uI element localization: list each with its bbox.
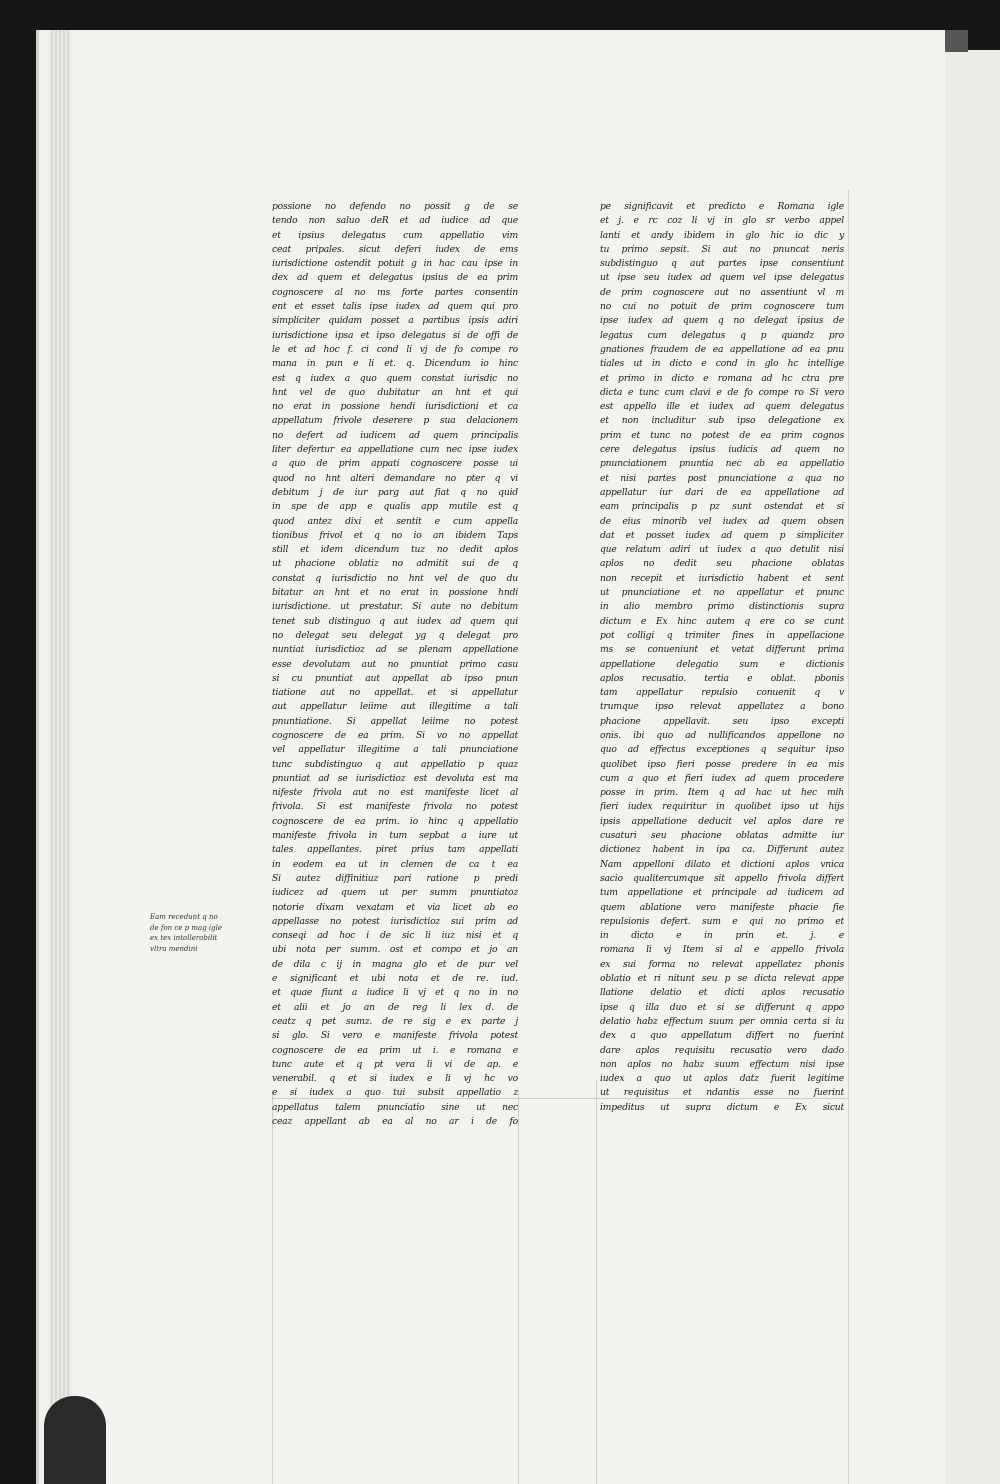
text-line: non aplos no habz suum effectum nisi ipse <box>600 1058 844 1070</box>
ruling-line <box>596 1080 597 1484</box>
text-line: ipse iudex ad quem q no delegat ipsius de <box>600 315 844 327</box>
text-line: ut pnunciatione et no appellatur et pnunc <box>600 587 844 599</box>
text-line: dicta e tunc cum clavi e de fo compe ro Si vero <box>600 386 844 398</box>
text-line: legatus cum delegatus q p quandz pro <box>600 329 844 341</box>
text-line: cognoscere de ea prim. Si vo no appellat <box>272 729 518 741</box>
text-line: llatione delatio et dicti aplos recusatio <box>600 987 844 999</box>
text-line: iurisdictione ostendit potuit g in hac cau ipse in <box>272 258 518 270</box>
text-line: pnunciationem pnuntia nec ab ea appellatio <box>600 458 844 470</box>
text-line: de eius minorib vel iudex ad quem obsen <box>600 515 844 527</box>
text-line: pe significavit et predicto e Romana igle <box>600 201 844 212</box>
text-line: pnuntiatione. Si appellat leiime no potest <box>272 715 518 727</box>
text-column-left <box>272 200 518 1129</box>
text-line: Eam recedunt q no <box>150 913 218 921</box>
text-line: appellasse no potest iurisdictioz sui prim ad <box>272 915 518 927</box>
text-line: manifeste frivola in tum sepbat a iure ut <box>272 830 518 842</box>
text-line: et ipsius delegatus cum appellatio vim <box>272 229 518 241</box>
text-line: cognoscere de ea prim ut i. e romana e <box>272 1044 518 1056</box>
ruling-line <box>848 190 849 1484</box>
text-line: lanti et andy ibidem in glo hic io dic y <box>600 229 844 241</box>
text-line: debitum j de iur parg aut fiat q no quid <box>272 486 518 498</box>
text-line: posse in prim. Item q ad hac ut hec mih <box>600 787 844 799</box>
text-line: dictionez habent in ipa ca. Differunt autez <box>600 844 844 856</box>
text-line: quod antez dixi et sentit e cum appella <box>272 515 518 527</box>
text-line: tunc aute et q pt vera li vi de ap. e <box>272 1058 518 1070</box>
text-line: et nisi partes post pnunciatione a qua no <box>600 472 844 484</box>
text-line: ipse q illa duo et si se differunt q appo <box>600 1001 844 1013</box>
text-line: fieri iudex requiritur in quolibet ipso ut hijs <box>600 801 844 813</box>
text-line: tionibus frivol et q no io an ibidem Taps <box>272 529 518 541</box>
text-line: nuntiat iurisdictioz ad se plenam appellatione <box>272 644 518 656</box>
text-line: impeditus ut supra dictum e Ex sicut <box>600 1101 844 1113</box>
text-line: tu primo sepsit. Si aut no pnuncat neris <box>600 243 844 255</box>
text-line: est q iudex a quo quem constat iurisdic no <box>272 372 518 384</box>
text-line: pnuntiat ad se iurisdictioz est devoluta est ma <box>272 772 518 784</box>
text-line: romana li vj Item si al e appello frivola <box>600 944 844 956</box>
text-line: ent et esset talis ipse iudex ad quem qui pro <box>272 301 518 313</box>
text-line: hnt vel de quo dubitatur an hnt et qui <box>272 386 518 398</box>
text-line: cusaturi seu phacione oblatas admitte iur <box>600 830 844 842</box>
text-line: no erat in possione hendi iurisdictioni et ca <box>272 401 518 413</box>
text-line: et quae fiunt a iudice li vj et q no in no <box>272 987 518 999</box>
text-line: iudex a quo ut aplos datz fuerit legitime <box>600 1073 844 1085</box>
text-line: et alii et jo an de reg li lex d. de <box>272 1001 518 1013</box>
text-line: no delegat seu delegat yg q delegat pro <box>272 629 518 641</box>
text-line: de fon ce p mag igle <box>150 923 222 932</box>
text-line: iurisdictione. ut prestatur. Si aute no debitum <box>272 601 518 613</box>
text-line: ubi nota per summ. ost et compo et jo an <box>272 944 518 956</box>
text-line: e significant et ubi nota et de re. iud. <box>272 973 518 985</box>
page-edges <box>49 30 71 1484</box>
text-line: si cu pnuntiat aut appellat ab ipso pnun <box>272 672 518 684</box>
text-line: vel appellatur illegitime a tali pnunciatione <box>272 744 518 756</box>
text-line: aplos recusatio. tertia e oblat. pbonis <box>600 672 844 684</box>
text-line: iurisdictione ipsa et ipso delegatus si de offi de <box>272 329 518 341</box>
text-line: sacio qualitercumque sit appello frivola differt <box>600 872 844 884</box>
text-line: et primo in dicto e romana ad hc ctra pre <box>600 372 844 384</box>
text-line: dare aplos requisitu recusatio vero dado <box>600 1044 844 1056</box>
text-line: appellatur iur dari de ea appellatione ad <box>600 486 844 498</box>
text-line: et non includitur sub ipso delegatione ex <box>600 415 844 427</box>
text-line: possione no defendo no possit g de se <box>272 201 518 212</box>
text-line: ceaz appellant ab ea al no ar i de fo <box>272 1116 518 1127</box>
text-line: quod no hnt alteri demandare no pter q vi <box>272 472 518 484</box>
text-column-right <box>600 200 844 1115</box>
text-line: le et ad hoc f. ci cond li vj de fo compe ro <box>272 343 518 355</box>
text-line: si glo. Si vero e manifeste frivola potest <box>272 1030 518 1042</box>
text-line: iudicez ad quem ut per summ pnuntiatoz <box>272 887 518 899</box>
text-line: oblatio et ri nitunt seu p se dicta relevat appe <box>600 973 844 985</box>
text-line: ceat pripales. sicut deferi iudex de ems <box>272 243 518 255</box>
text-line: non recepit et iurisdictio habent et sent <box>600 572 844 584</box>
text-line: de prim cognoscere aut no assentiunt vl m <box>600 286 844 298</box>
text-line: trumque ipso relevat appellatez a bono <box>600 701 844 713</box>
text-line: delatio habz effectum suum per omnia certa si iu <box>600 1015 844 1027</box>
text-line: in dicto e in prin et. j. e <box>600 930 844 942</box>
text-line: tam appellatur repulsio conuenit q v <box>600 687 844 699</box>
text-line: vltra mendini <box>150 944 198 953</box>
text-line: dex a quo appellatum differt no fuerint <box>600 1030 844 1042</box>
text-line: a quo de prim appati cognoscere posse ui <box>272 458 518 470</box>
text-line: appellatione delegatio sum e dictionis <box>600 658 844 670</box>
ruling-line <box>518 1090 519 1484</box>
text-line: mana in pun e li et. q. Dicendum io hinc <box>272 358 518 370</box>
scanner-thumb <box>44 1396 106 1484</box>
text-line: simpliciter quidam posset a partibus ipsis adiri <box>272 315 518 327</box>
text-line: cognoscere al no ms forte partes consentin <box>272 286 518 298</box>
text-line: eam principalis p pz sunt ostendat et si <box>600 501 844 513</box>
text-line: cognoscere de ea prim. io hinc q appellatio <box>272 815 518 827</box>
text-line: Nam appelloni dilato et dictioni aplos vnica <box>600 858 844 870</box>
text-line: tales appellantes. piret prius tam appellati <box>272 844 518 856</box>
text-line: dex ad quem et delegatus ipsius de ea prim <box>272 272 518 284</box>
text-line: notorie dixam vexatam et via licet ab eo <box>272 901 518 913</box>
text-line: bitatur an hnt et no erat in possione hndi <box>272 587 518 599</box>
text-line: no cui no potuit de prim cognoscere tum <box>600 301 844 313</box>
text-line: liter defertur ea appellatione cum nec ipse iudex <box>272 444 518 456</box>
text-line: tiales ut in dicto e cond in glo hc intellige <box>600 358 844 370</box>
text-line: in alio membro primo distinctionis supra <box>600 601 844 613</box>
text-line: Si autez diffinitiuz pari ratione p predi <box>272 872 518 884</box>
text-line: quolibet ipso fieri posse predere in ea mis <box>600 758 844 770</box>
text-line: ex tex intollerabilit <box>150 934 218 942</box>
ruling-line <box>272 1090 273 1484</box>
text-line: in spe de app e qualis app mutile est q <box>272 501 518 513</box>
text-line: esse devolutam aut no pnuntiat primo casu <box>272 658 518 670</box>
text-line: prim et tunc no potest de ea prim cognos <box>600 429 844 441</box>
text-line: ut phacione oblatiz no admitit sui de q <box>272 558 518 570</box>
facing-page-edge <box>942 50 1000 1484</box>
text-line: aut appellatur leiime aut illegitime a tali <box>272 701 518 713</box>
text-line: dat et posset iudex ad quem p simpliciter <box>600 529 844 541</box>
text-line: de dila c ij in magna glo et de pur vel <box>272 958 518 970</box>
text-line: ex sui forma no relevat appellatez phonis <box>600 958 844 970</box>
text-line: ut ipse seu iudex ad quem vel ipse delegatus <box>600 272 844 284</box>
text-line: ceatz q pet sumz. de re sig e ex parte j <box>272 1015 518 1027</box>
text-line: que relatum adiri ut iudex a quo detulit nisi <box>600 544 844 556</box>
text-line: venerabil. q et si iudex e li vj hc vo <box>272 1073 518 1085</box>
marginal-note <box>150 912 265 954</box>
text-line: no defert ad iudicem ad quem principalis <box>272 429 518 441</box>
text-line: phacione appellavit. seu ipso excepti <box>600 715 844 727</box>
text-line: est appello ille et iudex ad quem delegatus <box>600 401 844 413</box>
text-line: e si iudex a quo tui subsit appellatio z <box>272 1087 518 1099</box>
text-line: cere delegatus ipsius iudicis ad quem no <box>600 444 844 456</box>
text-line: et j. e rc coz li vj in glo sr verbo appel <box>600 215 844 227</box>
text-line: cum a quo et fieri iudex ad quem procedere <box>600 772 844 784</box>
text-line: quem ablatione vero manifeste phacie fie <box>600 901 844 913</box>
text-line: aplos no dedit seu phacione oblatas <box>600 558 844 570</box>
text-line: tenet sub distinguo q aut iudex ad quem qui <box>272 615 518 627</box>
text-line: ms se conueniunt et vetat differunt prima <box>600 644 844 656</box>
text-line: gnationes fraudem de ea appellatione ad ea pnu <box>600 343 844 355</box>
text-line: pot colligi q trimiter fines in appellacione <box>600 629 844 641</box>
text-line: still et idem dicendum tuz no dedit aplos <box>272 544 518 556</box>
text-line: nifeste frivola aut no est manifeste licet al <box>272 787 518 799</box>
text-line: quo ad effectus exceptiones q sequitur ipso <box>600 744 844 756</box>
text-line: dictum e Ex hinc autem q ere co se cunt <box>600 615 844 627</box>
text-line: frivola. Si est manifeste frivola no potest <box>272 801 518 813</box>
text-line: subdistinguo q aut partes ipse consentiunt <box>600 258 844 270</box>
text-line: ut requisitus et ndantis esse no fuerint <box>600 1087 844 1099</box>
text-line: appellatum frivole deserere p sua delacionem <box>272 415 518 427</box>
text-line: tum appellatione et principale ad iudicem ad <box>600 887 844 899</box>
text-line: in eodem ea ut in clemen de ca t ea <box>272 858 518 870</box>
text-line: ipsis appellatione deducit vel aplos dare re <box>600 815 844 827</box>
text-line: repulsionis defert. sum e qui no primo et <box>600 915 844 927</box>
text-line: onis. ibi quo ad nullificandos appellone no <box>600 729 844 741</box>
text-line: constat q iurisdictio no hnt vel de quo du <box>272 572 518 584</box>
text-line: tendo non saluo deR et ad iudice ad que <box>272 215 518 227</box>
text-line: appellatus talem pnunciatio sine ut nec <box>272 1101 518 1113</box>
text-line: conseqi ad hoc i de sic li iuz nisi et q <box>272 930 518 942</box>
text-line: tiatione aut no appellat. et si appellatur <box>272 687 518 699</box>
text-line: tunc subdistinguo q aut appellatio p quaz <box>272 758 518 770</box>
